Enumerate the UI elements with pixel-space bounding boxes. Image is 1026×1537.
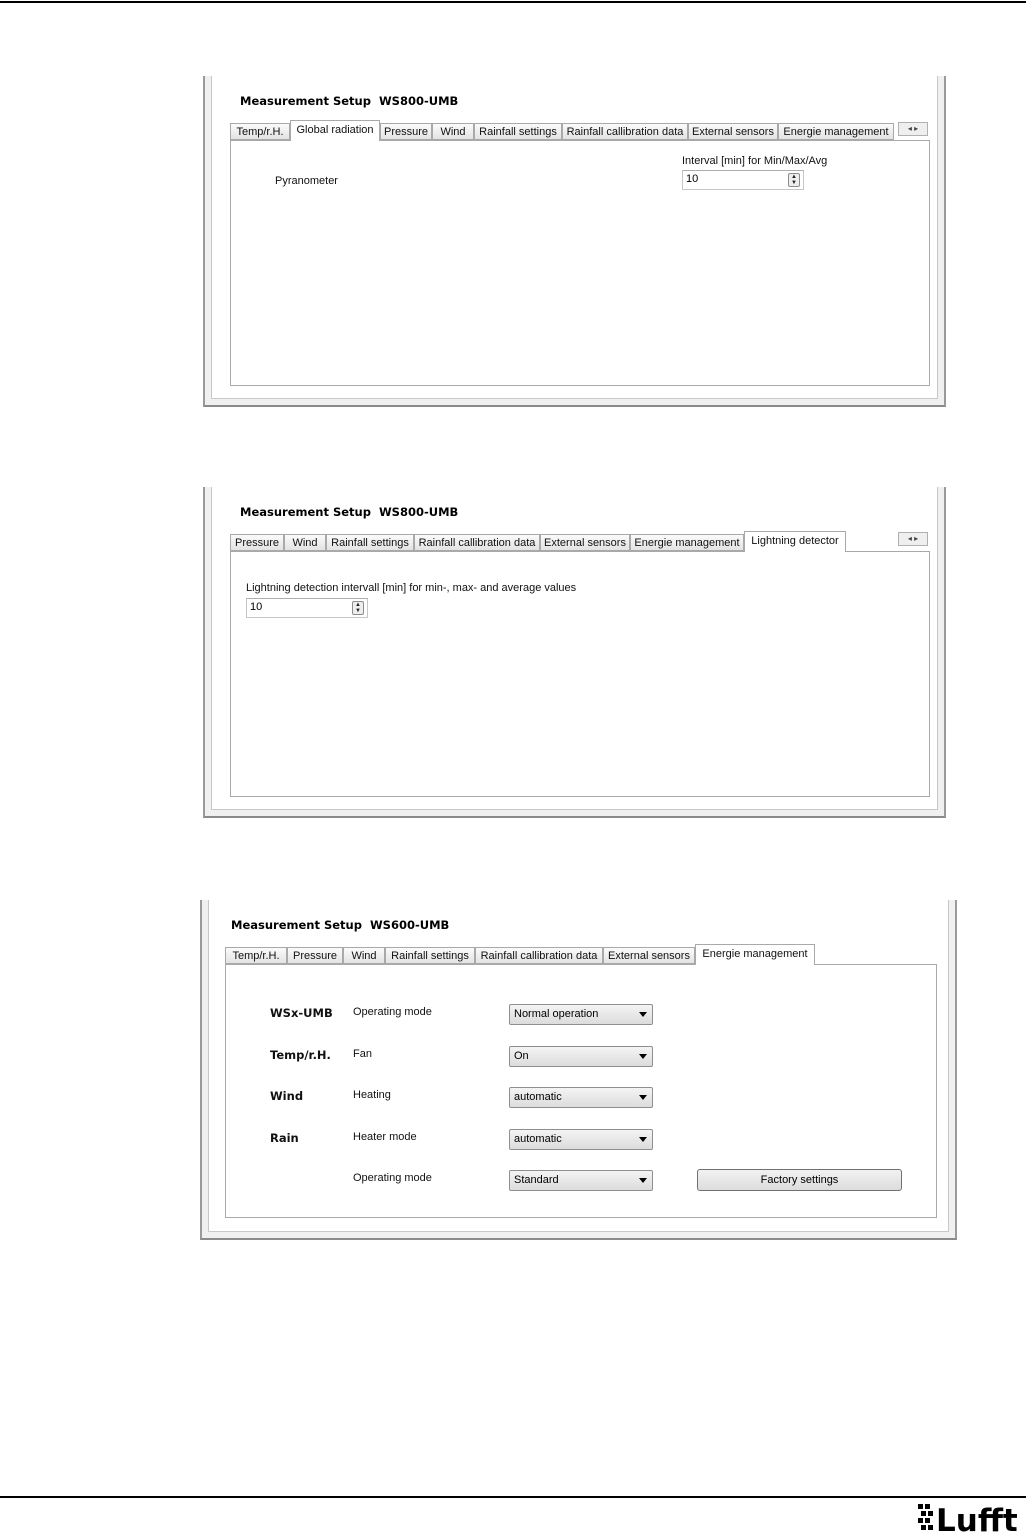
interval-stepper[interactable]	[682, 170, 804, 190]
footer-rule	[0, 1496, 1026, 1498]
window-client-area	[208, 900, 949, 1232]
tab-panel	[225, 964, 937, 1218]
heating-value: automatic	[514, 1091, 562, 1103]
setting-label-heating: Heating	[353, 1089, 391, 1101]
window-client-area	[211, 487, 938, 810]
screenshot-energie-management	[200, 900, 957, 1240]
tab-external-sensors[interactable]: External sensors	[688, 123, 778, 140]
window-title: Measurement Setup WS800-UMB	[240, 94, 459, 108]
chevron-down-icon[interactable]	[639, 1137, 647, 1142]
lightning-interval-label: Lightning detection intervall [min] for min-, max- and average values	[246, 582, 577, 594]
heater-mode-select[interactable]	[509, 1129, 653, 1150]
tab-scroll-arrows[interactable]	[898, 532, 928, 546]
rain-operating-mode-select[interactable]	[509, 1170, 653, 1191]
tab-pressure[interactable]: Pressure	[380, 123, 432, 140]
heating-select[interactable]	[509, 1087, 653, 1108]
tab-wind[interactable]: Wind	[432, 123, 474, 140]
chevron-left-icon[interactable]: ◂	[907, 534, 912, 543]
lightning-interval-stepper[interactable]	[246, 598, 368, 618]
operating-mode-select[interactable]	[509, 1004, 653, 1025]
group-label-temp-rh: Temp/r.H.	[270, 1048, 331, 1062]
tab-wind[interactable]: Wind	[343, 947, 385, 964]
chevron-down-icon[interactable]	[639, 1012, 647, 1017]
tab-rainfall-calibration[interactable]: Rainfall callibration data	[414, 534, 540, 551]
tab-strip	[230, 534, 930, 552]
tab-temp-rh[interactable]: Temp/r.H.	[230, 123, 290, 140]
tab-energie-management[interactable]: Energie management	[630, 534, 744, 551]
setting-label-fan: Fan	[353, 1048, 372, 1060]
interval-label: Interval [min] for Min/Max/Avg	[682, 155, 828, 167]
tab-wind[interactable]: Wind	[284, 534, 326, 551]
logo-wordmark: Lufft	[936, 1503, 1018, 1535]
tab-external-sensors[interactable]: External sensors	[603, 947, 695, 964]
group-label-rain: Rain	[270, 1131, 299, 1145]
header-rule	[0, 1, 1026, 3]
screenshot-global-radiation	[203, 76, 946, 407]
tab-panel	[230, 140, 930, 386]
tab-scroll-arrows[interactable]	[898, 122, 928, 136]
stepper-arrows-icon[interactable]: ▲ ▼	[788, 173, 800, 187]
fan-value: On	[514, 1050, 529, 1062]
operating-mode-value: Normal operation	[514, 1008, 599, 1020]
heater-mode-value: automatic	[514, 1133, 562, 1145]
window-client-area	[211, 76, 938, 399]
tab-energie-management[interactable]: Energie management	[695, 944, 815, 965]
chevron-down-icon[interactable]	[639, 1095, 647, 1100]
tab-pressure[interactable]: Pressure	[287, 947, 343, 964]
window-title: Measurement Setup WS800-UMB	[240, 505, 459, 519]
tab-rainfall-calibration[interactable]: Rainfall callibration data	[562, 123, 688, 140]
tab-global-radiation[interactable]: Global radiation	[290, 120, 380, 141]
tab-lightning-detector[interactable]: Lightning detector	[744, 531, 846, 552]
setting-label-heater-mode: Heater mode	[353, 1131, 417, 1143]
chevron-down-icon[interactable]	[639, 1054, 647, 1059]
chevron-down-icon[interactable]	[639, 1178, 647, 1183]
chevron-left-icon[interactable]: ◂	[907, 124, 912, 133]
tab-rainfall-settings[interactable]: Rainfall settings	[385, 947, 475, 964]
tab-strip	[225, 947, 937, 965]
rain-operating-mode-value: Standard	[514, 1174, 559, 1186]
tab-pressure[interactable]: Pressure	[230, 534, 284, 551]
tab-temp-rh[interactable]: Temp/r.H.	[225, 947, 287, 964]
tab-strip	[230, 123, 930, 141]
window-title: Measurement Setup WS600-UMB	[231, 918, 450, 932]
lufft-logo	[916, 1501, 1022, 1535]
setting-label-operating-mode: Operating mode	[353, 1006, 432, 1018]
tab-external-sensors[interactable]: External sensors	[540, 534, 630, 551]
tab-rainfall-settings[interactable]: Rainfall settings	[326, 534, 414, 551]
chevron-right-icon[interactable]: ▸	[914, 534, 919, 543]
group-label-wsx-umb: WSx-UMB	[270, 1006, 333, 1020]
factory-settings-button[interactable]: Factory settings	[697, 1169, 902, 1191]
lightning-interval-value: 10	[250, 601, 263, 613]
tab-rainfall-calibration[interactable]: Rainfall callibration data	[475, 947, 603, 964]
tab-rainfall-settings[interactable]: Rainfall settings	[474, 123, 562, 140]
screenshot-lightning-detector	[203, 487, 946, 818]
fan-select[interactable]	[509, 1046, 653, 1067]
tab-panel	[230, 551, 930, 797]
group-label-wind: Wind	[270, 1089, 304, 1103]
pyranometer-label: Pyranometer	[275, 175, 338, 187]
interval-value: 10	[686, 173, 699, 185]
tab-energie-management[interactable]: Energie management	[778, 123, 894, 140]
stepper-arrows-icon[interactable]: ▲ ▼	[352, 601, 364, 615]
setting-label-rain-operating-mode: Operating mode	[353, 1172, 432, 1184]
chevron-right-icon[interactable]: ▸	[914, 124, 919, 133]
